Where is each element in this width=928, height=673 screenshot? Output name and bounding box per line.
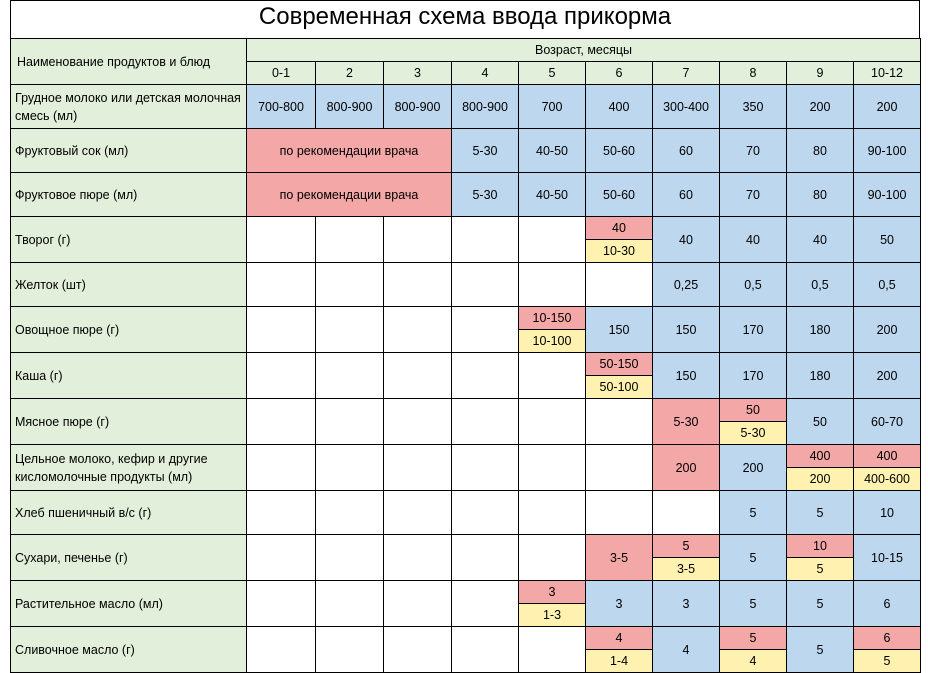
empty-cell (586, 399, 653, 445)
table-cell: 180 (787, 353, 854, 399)
split-top: 5 (653, 535, 719, 558)
row-label: Фруктовое пюре (мл) (11, 173, 247, 217)
table-row (11, 353, 921, 399)
empty-cell (653, 491, 720, 535)
empty-cell (519, 263, 586, 307)
table-cell: 300-400 (653, 85, 720, 129)
table-cell: 5 (720, 535, 787, 581)
table-cell: 80 (787, 173, 854, 217)
row-label: Хлеб пшеничный в/с (г) (11, 491, 247, 535)
table-cell: 700 (519, 85, 586, 129)
table-cell: 0,5 (854, 263, 921, 307)
split-bottom: 400-600 (854, 468, 920, 490)
table-cell: 5-30 (653, 399, 720, 445)
table-cell: 700-800 (247, 85, 316, 129)
empty-cell (316, 627, 384, 673)
split-top: 10 (787, 535, 853, 558)
empty-cell (519, 353, 586, 399)
row-label: Сухари, печенье (г) (11, 535, 247, 581)
split-cell (787, 445, 854, 491)
empty-cell (247, 399, 316, 445)
table-cell: 200 (787, 85, 854, 129)
header-month: 10-12 (854, 62, 921, 85)
table-row (11, 399, 921, 445)
split-top: 5 (720, 627, 786, 650)
table-cell: 400 (586, 85, 653, 129)
empty-cell (384, 445, 452, 491)
table-cell: 10-15 (854, 535, 921, 581)
split-cell (519, 581, 586, 627)
header-month: 6 (586, 62, 653, 85)
table-cell: 150 (586, 307, 653, 353)
split-top: 50 (720, 399, 786, 422)
table-cell: 90-100 (854, 173, 921, 217)
table-cell: 200 (653, 445, 720, 491)
doctor-recommendation-cell: по рекомендации врача (247, 129, 452, 173)
empty-cell (384, 307, 452, 353)
row-label: Сливочное масло (г) (11, 627, 247, 673)
empty-cell (247, 445, 316, 491)
empty-cell (519, 627, 586, 673)
table-row (11, 445, 921, 491)
header-name-column: Наименование продуктов и блюд (11, 39, 247, 85)
table-cell: 200 (854, 353, 921, 399)
empty-cell (452, 627, 519, 673)
split-cell (720, 399, 787, 445)
empty-cell (586, 263, 653, 307)
table-cell: 5 (720, 491, 787, 535)
table-cell: 50-60 (586, 129, 653, 173)
empty-cell (384, 535, 452, 581)
table-cell: 200 (854, 307, 921, 353)
table-cell: 170 (720, 307, 787, 353)
split-top: 400 (854, 445, 920, 468)
row-label: Овощное пюре (г) (11, 307, 247, 353)
empty-cell (519, 217, 586, 263)
empty-cell (316, 217, 384, 263)
split-cell (586, 353, 653, 399)
table-cell: 0,25 (653, 263, 720, 307)
table-cell: 3-5 (586, 535, 653, 581)
doctor-recommendation-cell: по рекомендации врача (247, 173, 452, 217)
table-cell: 10 (854, 491, 921, 535)
empty-cell (384, 491, 452, 535)
table-row (11, 217, 921, 263)
empty-cell (247, 217, 316, 263)
empty-cell (384, 217, 452, 263)
empty-cell (384, 399, 452, 445)
split-cell (720, 627, 787, 673)
header-month: 4 (452, 62, 519, 85)
empty-cell (519, 491, 586, 535)
split-cell (854, 445, 921, 491)
table-cell: 90-100 (854, 129, 921, 173)
empty-cell (247, 353, 316, 399)
split-bottom: 3-5 (653, 558, 719, 580)
header-month: 3 (384, 62, 452, 85)
table-cell: 800-900 (316, 85, 384, 129)
table-cell: 4 (653, 627, 720, 673)
empty-cell (247, 491, 316, 535)
header-month: 0-1 (247, 62, 316, 85)
empty-cell (316, 535, 384, 581)
split-bottom: 10-100 (519, 330, 585, 352)
table-cell: 60 (653, 173, 720, 217)
row-label: Желток (шт) (11, 263, 247, 307)
split-cell (519, 307, 586, 353)
table-cell: 170 (720, 353, 787, 399)
table-cell: 5 (787, 491, 854, 535)
empty-cell (519, 399, 586, 445)
empty-cell (452, 491, 519, 535)
empty-cell (247, 627, 316, 673)
empty-cell (316, 307, 384, 353)
split-bottom: 1-3 (519, 604, 585, 626)
table-cell: 200 (854, 85, 921, 129)
empty-cell (452, 353, 519, 399)
table-cell: 60 (653, 129, 720, 173)
empty-cell (452, 263, 519, 307)
empty-cell (316, 445, 384, 491)
table-cell: 150 (653, 353, 720, 399)
table-row (11, 535, 921, 581)
split-cell (653, 535, 720, 581)
table-cell: 3 (586, 581, 653, 627)
split-cell (854, 627, 921, 673)
table-row (11, 85, 921, 129)
table-cell: 50-60 (586, 173, 653, 217)
row-label: Растительное масло (мл) (11, 581, 247, 627)
table-row (11, 627, 921, 673)
table-cell: 40-50 (519, 129, 586, 173)
table-cell: 5-30 (452, 173, 519, 217)
empty-cell (384, 353, 452, 399)
empty-cell (519, 445, 586, 491)
table-cell: 40 (653, 217, 720, 263)
split-bottom: 4 (720, 650, 786, 672)
empty-cell (384, 627, 452, 673)
split-bottom: 50-100 (586, 376, 652, 398)
header-month: 7 (653, 62, 720, 85)
table-cell: 3 (653, 581, 720, 627)
header-month: 9 (787, 62, 854, 85)
table-cell: 800-900 (384, 85, 452, 129)
table-cell: 60-70 (854, 399, 921, 445)
table-cell: 5 (787, 581, 854, 627)
split-top: 400 (787, 445, 853, 468)
empty-cell (247, 307, 316, 353)
table-cell: 40 (720, 217, 787, 263)
empty-cell (586, 491, 653, 535)
empty-cell (384, 263, 452, 307)
split-bottom: 5-30 (720, 422, 786, 444)
empty-cell (519, 535, 586, 581)
table-cell: 180 (787, 307, 854, 353)
row-label: Каша (г) (11, 353, 247, 399)
empty-cell (452, 307, 519, 353)
empty-cell (384, 581, 452, 627)
table-cell: 150 (653, 307, 720, 353)
table-cell: 5 (720, 581, 787, 627)
split-bottom: 200 (787, 468, 853, 490)
empty-cell (247, 263, 316, 307)
page-title: Современная схема ввода прикорма (10, 0, 920, 38)
table-cell: 50 (854, 217, 921, 263)
split-top: 6 (854, 627, 920, 650)
table-cell: 70 (720, 173, 787, 217)
row-label: Грудное молоко или детская молочная смесь (мл) (11, 85, 247, 129)
empty-cell (452, 445, 519, 491)
split-cell (787, 535, 854, 581)
feeding-schedule-table (10, 38, 921, 673)
row-label: Фруктовый сок (мл) (11, 129, 247, 173)
split-cell (586, 217, 653, 263)
table-row (11, 129, 921, 173)
table-cell: 40 (787, 217, 854, 263)
row-label: Мясное пюре (г) (11, 399, 247, 445)
header-month: 2 (316, 62, 384, 85)
split-top: 3 (519, 581, 585, 604)
empty-cell (247, 581, 316, 627)
table-row (11, 491, 921, 535)
row-label: Цельное молоко, кефир и другие кисломолочные продукты (мл) (11, 445, 247, 491)
split-bottom: 5 (787, 558, 853, 580)
empty-cell (452, 535, 519, 581)
table-cell: 0,5 (787, 263, 854, 307)
split-bottom: 1-4 (586, 650, 652, 672)
table-cell: 5 (787, 627, 854, 673)
table-cell: 6 (854, 581, 921, 627)
table-row (11, 173, 921, 217)
table-cell: 5-30 (452, 129, 519, 173)
table-row (11, 263, 921, 307)
split-cell (586, 627, 653, 673)
table-cell: 350 (720, 85, 787, 129)
empty-cell (316, 353, 384, 399)
split-bottom: 5 (854, 650, 920, 672)
empty-cell (316, 491, 384, 535)
empty-cell (316, 399, 384, 445)
empty-cell (316, 263, 384, 307)
empty-cell (316, 581, 384, 627)
table-cell: 0,5 (720, 263, 787, 307)
table-cell: 800-900 (452, 85, 519, 129)
split-top: 4 (586, 627, 652, 650)
table-row (11, 307, 921, 353)
empty-cell (452, 399, 519, 445)
table-cell: 80 (787, 129, 854, 173)
split-top: 40 (586, 217, 652, 240)
empty-cell (247, 535, 316, 581)
split-bottom: 10-30 (586, 240, 652, 262)
row-label: Творог (г) (11, 217, 247, 263)
table-cell: 50 (787, 399, 854, 445)
table-cell: 70 (720, 129, 787, 173)
empty-cell (452, 581, 519, 627)
header-age: Возраст, месяцы (247, 39, 921, 62)
table-cell: 200 (720, 445, 787, 491)
table-row (11, 581, 921, 627)
header-month: 8 (720, 62, 787, 85)
table-cell: 40-50 (519, 173, 586, 217)
header-month: 5 (519, 62, 586, 85)
empty-cell (586, 445, 653, 491)
empty-cell (452, 217, 519, 263)
split-top: 10-150 (519, 307, 585, 330)
split-top: 50-150 (586, 353, 652, 376)
